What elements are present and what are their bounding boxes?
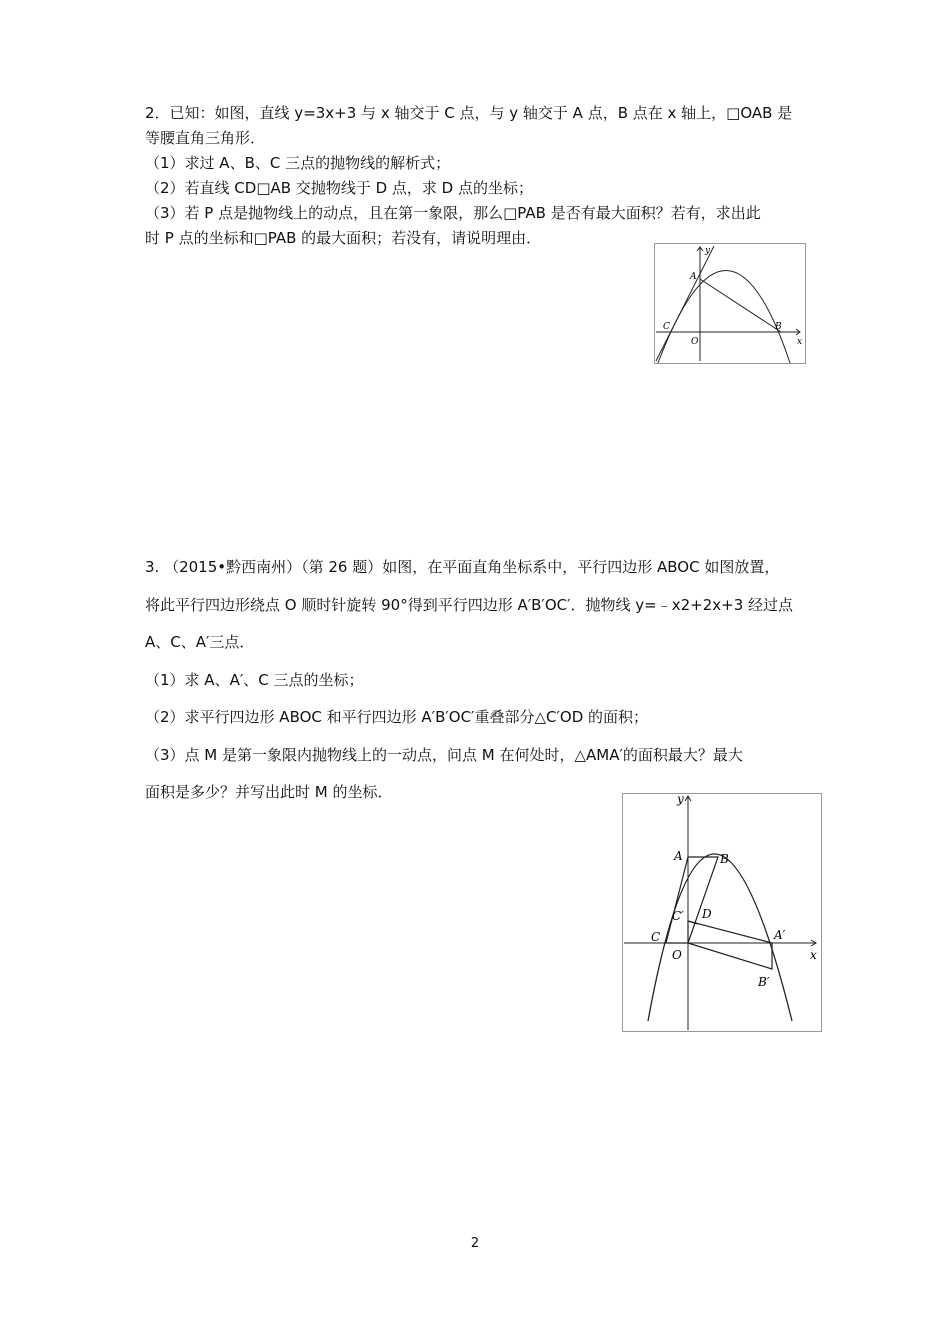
problem3-line-1: 3. （2015•黔西南州）（第 26 题）如图，在平面直角坐标系中，平行四边形 ABOC 如图放置，: [145, 558, 780, 576]
problem3-question-2: （2）求平行四边形 ABOC 和平行四边形 A′B′OC′重叠部分△C′OD 的面积；: [145, 708, 649, 726]
problem3-question-1: （1）求 A、A′、C 三点的坐标；: [145, 671, 364, 689]
page-number: 2: [470, 1236, 480, 1251]
problem3-figure-svg: [622, 793, 822, 1032]
problem2-line-1: 2．已知：如图，直线 y=3x+3 与 x 轴交于 C 点，与 y 轴交于 A 点，B 点在 x 轴上，□OAB 是: [145, 104, 793, 122]
problem2-question-2: （2）若直线 CD□AB 交抛物线于 D 点，求 D 点的坐标；: [145, 179, 534, 197]
label-y: y: [677, 793, 684, 806]
problem3-question-3b: 面积是多少？并写出此时 M 的坐标．: [145, 783, 393, 801]
label-b: B: [775, 322, 782, 332]
problem2-figure-svg: [654, 243, 806, 364]
label-y: y: [705, 246, 711, 256]
label-x: x: [797, 337, 803, 347]
label-a-prime: A′: [774, 928, 786, 942]
label-a: A: [674, 849, 683, 863]
problem3-question-3a: （3）点 M 是第一象限内抛物线上的一动点，问点 M 在何处时，△AMA′的面积最大？最大: [145, 746, 743, 764]
label-c-prime: C′: [672, 909, 684, 923]
problem3-line-3: A、C、A′三点．: [145, 633, 255, 651]
problem2-question-3b: 时 P 点的坐标和□PAB 的最大面积；若没有，请说明理由．: [145, 229, 542, 247]
label-d: D: [702, 907, 712, 921]
label-a: A: [690, 272, 697, 282]
label-b: B: [720, 852, 729, 866]
problem2-figure: [654, 243, 806, 364]
problem2-line-2: 等腰直角三角形．: [145, 129, 266, 147]
problem2-question-3a: （3）若 P 点是抛物线上的动点，且在第一象限，那么□PAB 是否有最大面积？若有，求出此: [145, 204, 761, 222]
label-b-prime: B′: [758, 975, 770, 989]
problem3-figure: [622, 793, 822, 1032]
label-o: O: [672, 948, 682, 962]
label-o: O: [691, 337, 699, 347]
label-x: x: [810, 948, 817, 962]
problem2-question-1: （1）求过 A、B、C 三点的抛物线的解析式；: [145, 154, 451, 172]
problem3-line-2: 将此平行四边形绕点 O 顺时针旋转 90°得到平行四边形 A′B′OC′．抛物线 y=﹣x2+2x+3 经过点: [145, 596, 794, 614]
label-c: C: [651, 930, 661, 944]
label-c: C: [663, 322, 670, 332]
